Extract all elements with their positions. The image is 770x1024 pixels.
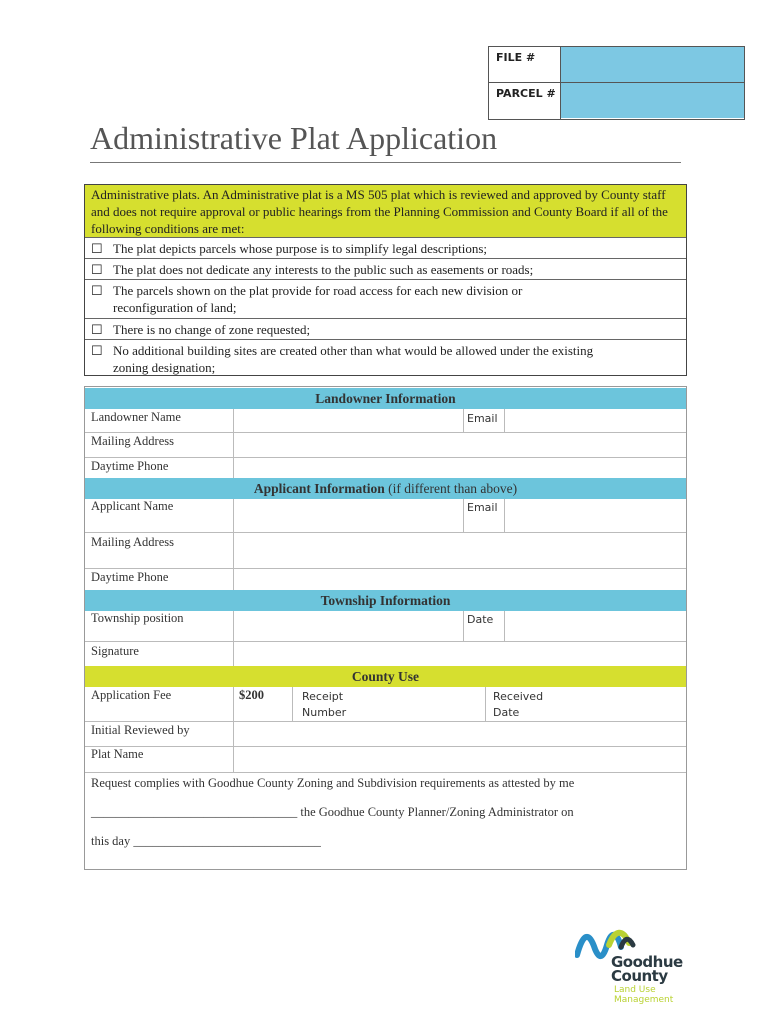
checkbox[interactable]: ☐ xyxy=(91,343,103,358)
applicant-header-note: (if different than above) xyxy=(388,481,518,496)
receipt-number-label: Receipt Number xyxy=(302,690,347,719)
application-fee-label: Application Fee xyxy=(91,688,172,702)
condition-item xyxy=(85,339,686,375)
file-number-label: FILE # xyxy=(496,51,536,64)
checkbox[interactable]: ☐ xyxy=(91,241,103,256)
title-divider xyxy=(90,162,681,163)
parcel-number-field[interactable] xyxy=(561,83,744,118)
condition-item xyxy=(85,237,686,258)
attestation-date-line[interactable]: this day ______________________________ xyxy=(91,834,321,848)
application-fee-value: $200 xyxy=(239,688,264,702)
checkbox[interactable]: ☐ xyxy=(91,283,103,298)
condition-text-continued: zoning designation; xyxy=(113,360,216,375)
condition-item xyxy=(85,258,686,279)
landowner-name-field[interactable] xyxy=(233,409,463,432)
condition-text: The plat depicts parcels whose purpose is to simplify legal descriptions; xyxy=(113,241,488,256)
township-position-label: Township position xyxy=(91,611,184,625)
landowner-email-label: Email xyxy=(467,412,498,425)
received-date-label: Received Date xyxy=(493,690,544,719)
signature-field[interactable] xyxy=(233,642,686,666)
applicant-name-label: Applicant Name xyxy=(91,499,174,513)
landowner-address-field[interactable] xyxy=(233,433,686,457)
logo-text-management: Management xyxy=(614,995,674,1005)
plat-name-field[interactable] xyxy=(233,747,686,772)
page-title: Administrative Plat Application xyxy=(90,120,498,156)
township-date-label: Date xyxy=(467,613,494,626)
plat-name-label: Plat Name xyxy=(91,747,144,761)
township-position-field[interactable] xyxy=(233,611,463,641)
conditions-intro: Administrative plats. An Administrative plat is a MS 505 plat which is reviewed and approved by County staff and does not require approval or public hearings from the Planning Commission and County Board if all of the following conditions are met: xyxy=(85,185,686,237)
checkbox[interactable]: ☐ xyxy=(91,322,103,337)
landowner-phone-label: Daytime Phone xyxy=(91,459,169,473)
receipt-number-field[interactable] xyxy=(360,687,490,721)
landowner-address-label: Mailing Address xyxy=(91,434,174,448)
applicant-phone-label: Daytime Phone xyxy=(91,570,169,584)
attestation-statement: Request complies with Goodhue County Zoning and Subdivision requirements as attested by me xyxy=(91,776,575,790)
signature-label: Signature xyxy=(91,644,139,658)
applicant-address-label: Mailing Address xyxy=(91,535,174,549)
goodhue-county-logo xyxy=(573,925,693,1015)
applicant-phone-field[interactable] xyxy=(233,569,686,591)
condition-item xyxy=(85,318,686,339)
logo-text-goodhue: Goodhue xyxy=(611,953,683,971)
applicant-name-field[interactable] xyxy=(233,499,463,532)
logo-text-county: County xyxy=(611,967,668,985)
applicant-section-header xyxy=(85,478,686,499)
logo-text-land-use: Land Use xyxy=(614,985,656,995)
initial-reviewed-label: Initial Reviewed by xyxy=(91,723,190,737)
applicant-email-field[interactable] xyxy=(505,499,686,532)
checkbox[interactable]: ☐ xyxy=(91,262,103,277)
condition-text: No additional building sites are created other than what would be allowed under the existing xyxy=(113,343,594,358)
attestation-signature-line[interactable]: _________________________________ the Goodhue County Planner/Zoning Administrator on xyxy=(91,805,574,819)
township-section-header: Township Information xyxy=(85,590,686,611)
county-use-section-header: County Use xyxy=(85,666,686,687)
applicant-header-title: Applicant Information xyxy=(253,481,385,496)
initial-reviewed-field[interactable] xyxy=(233,722,686,746)
file-number-field[interactable] xyxy=(561,47,744,82)
township-date-field[interactable] xyxy=(505,611,686,641)
condition-text: The plat does not dedicate any interests to the public such as easements or roads; xyxy=(113,262,534,277)
condition-item xyxy=(85,279,686,318)
file-parcel-box xyxy=(488,46,745,120)
parcel-number-label: PARCEL # xyxy=(496,87,556,100)
applicant-email-label: Email xyxy=(467,501,498,514)
applicant-address-field[interactable] xyxy=(233,533,686,568)
landowner-section-header: Landowner Information xyxy=(85,388,686,409)
condition-text: There is no change of zone requested; xyxy=(113,322,311,337)
landowner-phone-field[interactable] xyxy=(233,458,686,478)
landowner-name-label: Landowner Name xyxy=(91,410,181,424)
received-date-field[interactable] xyxy=(545,687,686,721)
condition-text-continued: reconfiguration of land; xyxy=(113,300,237,315)
condition-text: The parcels shown on the plat provide for road access for each new division or xyxy=(113,283,523,298)
application-form xyxy=(84,386,687,870)
landowner-email-field[interactable] xyxy=(505,409,686,432)
conditions-box xyxy=(84,184,687,376)
